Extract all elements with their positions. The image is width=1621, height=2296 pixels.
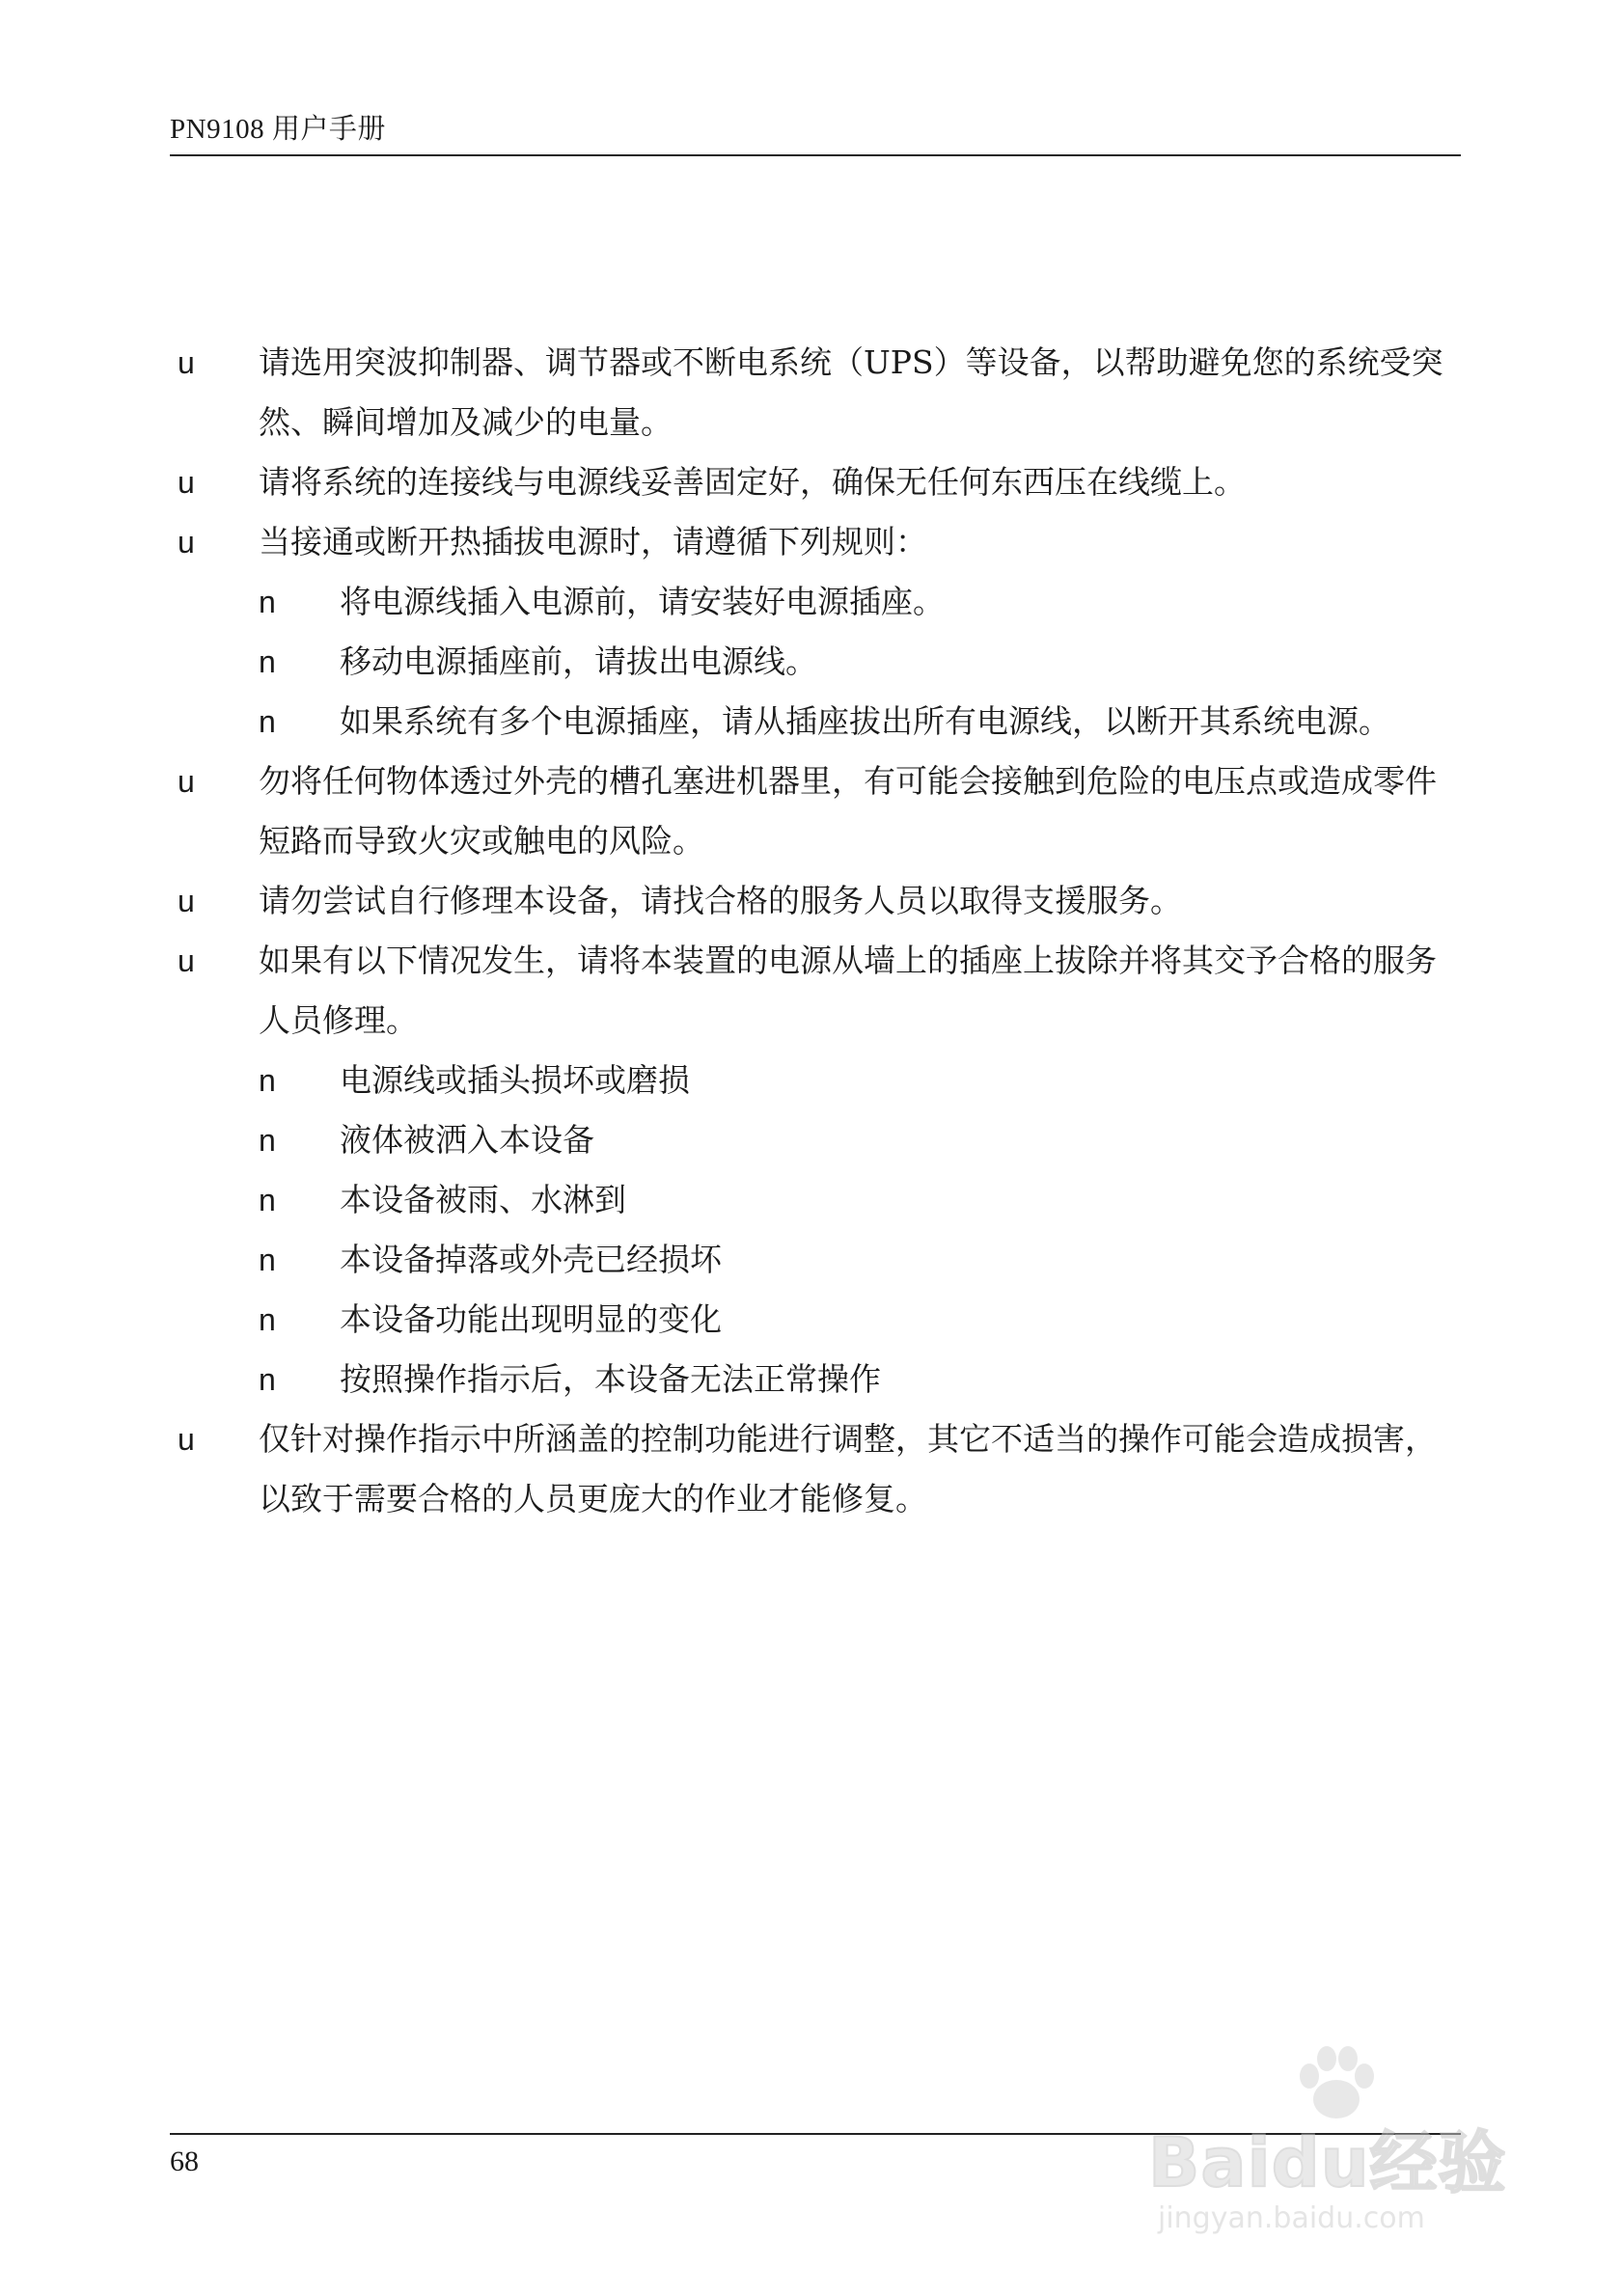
list-item-text: 液体被洒入本设备 — [340, 1121, 594, 1159]
page-header — [170, 112, 1461, 154]
page-number: 68 — [170, 2146, 199, 2177]
sub-bullet-marker: n — [259, 1243, 276, 1277]
list-item — [170, 931, 1461, 1051]
watermark-brand: Baidu经验 — [1148, 2123, 1507, 2202]
paw-icon — [1293, 2045, 1380, 2126]
list-item-text: 如果系统有多个电源插座，请从插座拔出所有电源线，以断开其系统电源。 — [340, 702, 1390, 740]
list-item-text: 请选用突波抑制器、调节器或不断电系统（UPS）等设备，以帮助避免您的系统受突然、瞬间增加及减少的电量。 — [259, 343, 1443, 441]
sub-bullet-marker: n — [259, 644, 276, 679]
sub-bullet-marker: n — [259, 1183, 276, 1217]
bullet-marker: u — [178, 884, 195, 918]
list-item — [170, 452, 1461, 512]
list-item — [170, 871, 1461, 931]
list-item-text: 本设备被雨、水淋到 — [340, 1181, 626, 1218]
bullet-marker: u — [178, 525, 195, 560]
sub-list-item — [170, 1110, 1461, 1170]
list-item-text: 本设备掉落或外壳已经损坏 — [340, 1241, 722, 1278]
sub-list-item — [170, 692, 1461, 752]
list-item-text: 当接通或断开热插拔电源时，请遵循下列规则： — [259, 523, 927, 560]
list-item-text: 本设备功能出现明显的变化 — [340, 1300, 722, 1338]
safety-instructions-list — [170, 333, 1461, 1529]
bullet-marker: u — [178, 1422, 195, 1457]
list-item — [170, 512, 1461, 572]
sub-list-item — [170, 572, 1461, 632]
document-title: PN9108 用户手册 — [170, 114, 386, 145]
watermark-url: jingyan.baidu.com — [1158, 2201, 1425, 2235]
list-item-text: 请将系统的连接线与电源线妥善固定好，确保无任何东西压在线缆上。 — [259, 463, 1246, 501]
sub-bullet-marker: n — [259, 1123, 276, 1158]
baidu-watermark — [1148, 2045, 1534, 2248]
list-item-text: 仅针对操作指示中所涵盖的控制功能进行调整，其它不适当的操作可能会造成损害，以致于需要合格的人员更庞大的作业才能修复。 — [259, 1420, 1437, 1517]
sub-bullet-marker: n — [259, 1362, 276, 1397]
sub-bullet-marker: n — [259, 1302, 276, 1337]
sub-list-item — [170, 1170, 1461, 1230]
list-item — [170, 752, 1461, 871]
bullet-marker: u — [178, 345, 195, 380]
sub-list-item — [170, 1290, 1461, 1350]
sub-list-item — [170, 1051, 1461, 1110]
bullet-marker: u — [178, 943, 195, 978]
list-item — [170, 1409, 1461, 1529]
bullet-marker: u — [178, 764, 195, 799]
list-item — [170, 333, 1461, 452]
list-item-text: 电源线或插头损坏或磨损 — [340, 1061, 690, 1099]
sub-list-item — [170, 1350, 1461, 1409]
sub-list-item — [170, 632, 1461, 692]
bullet-marker: u — [178, 465, 195, 500]
list-item-text: 请勿尝试自行修理本设备，请找合格的服务人员以取得支援服务。 — [259, 882, 1182, 919]
sub-list-item — [170, 1230, 1461, 1290]
sub-bullet-marker: n — [259, 1063, 276, 1098]
list-item-text: 勿将任何物体透过外壳的槽孔塞进机器里，有可能会接触到危险的电压点或造成零件短路而导致火灾或触电的风险。 — [259, 762, 1437, 860]
sub-bullet-marker: n — [259, 585, 276, 619]
list-item-text: 如果有以下情况发生，请将本装置的电源从墙上的插座上拔除并将其交予合格的服务人员修理。 — [259, 942, 1437, 1039]
list-item-text: 将电源线插入电源前，请安装好电源插座。 — [340, 583, 945, 620]
header-divider — [170, 154, 1461, 156]
sub-bullet-marker: n — [259, 704, 276, 739]
list-item-text: 按照操作指示后，本设备无法正常操作 — [340, 1360, 881, 1398]
list-item-text: 移动电源插座前，请拔出电源线。 — [340, 642, 817, 680]
